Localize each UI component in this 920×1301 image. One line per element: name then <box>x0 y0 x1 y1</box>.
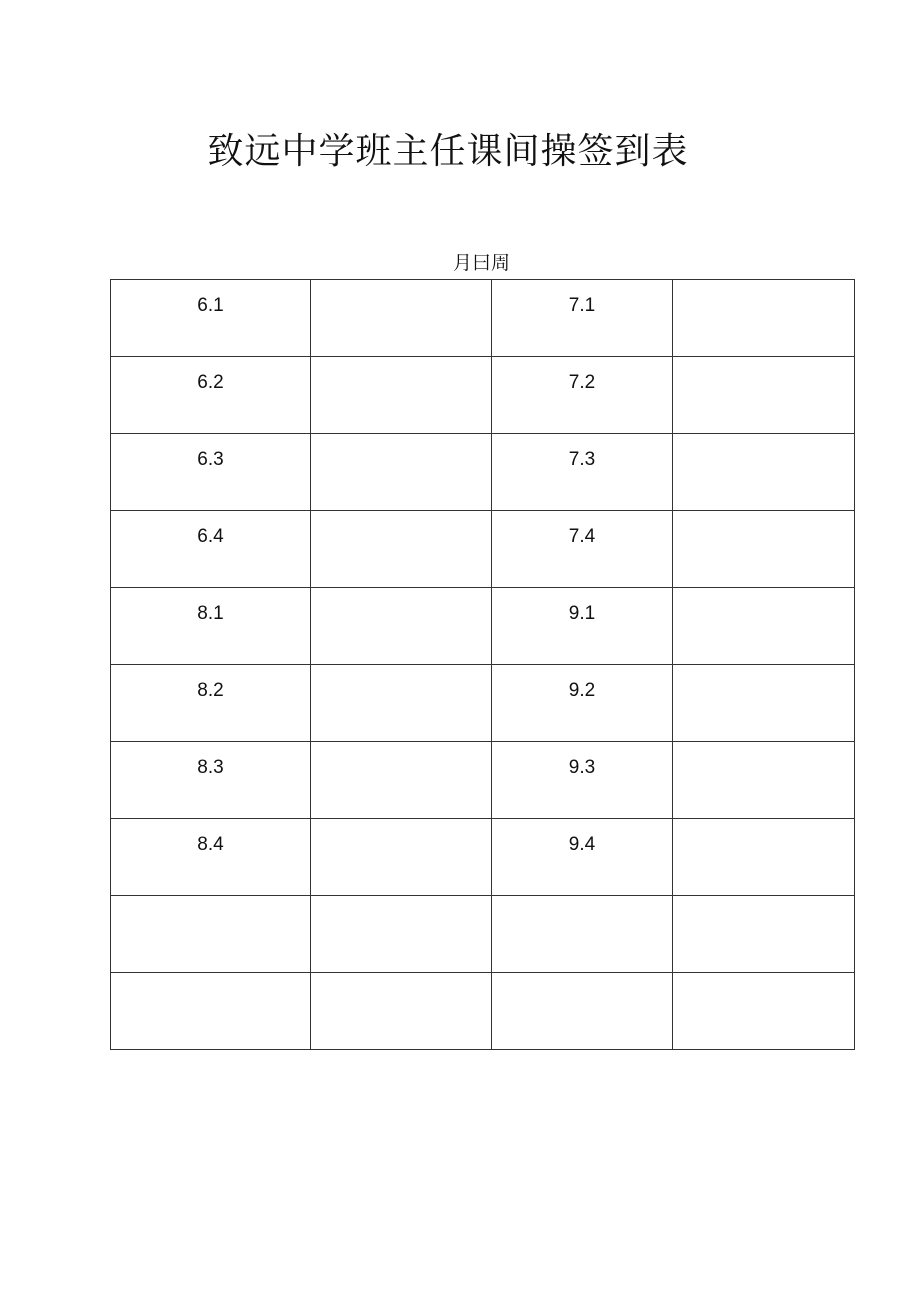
table-row <box>111 434 855 511</box>
signature-cell[interactable] <box>673 973 855 1050</box>
signature-text <box>311 896 491 911</box>
class-label: 9.1 <box>568 603 596 624</box>
signature-text <box>673 588 854 603</box>
signature-cell[interactable] <box>673 511 855 588</box>
class-cell <box>111 819 311 896</box>
signature-cell[interactable] <box>673 357 855 434</box>
class-cell <box>492 973 673 1050</box>
table-row <box>111 280 855 357</box>
class-label: 6.1 <box>197 295 224 316</box>
signature-text <box>311 588 491 603</box>
signature-text <box>673 665 854 680</box>
class-label: 9.4 <box>568 834 596 855</box>
class-cell <box>111 742 311 819</box>
signature-text <box>673 896 854 911</box>
class-cell <box>111 434 311 511</box>
table-row <box>111 357 855 434</box>
class-label: 7.4 <box>568 526 596 547</box>
signature-cell[interactable] <box>673 896 855 973</box>
signature-text <box>311 357 491 372</box>
class-cell <box>111 280 311 357</box>
class-label: 7.3 <box>568 449 596 470</box>
class-label: 9.3 <box>568 757 596 778</box>
signature-text <box>311 280 491 295</box>
table-row <box>111 665 855 742</box>
signature-cell[interactable] <box>311 819 492 896</box>
signature-text <box>311 742 491 757</box>
signature-cell[interactable] <box>311 896 492 973</box>
signature-text <box>673 819 854 834</box>
class-cell <box>492 511 673 588</box>
class-cell <box>492 434 673 511</box>
signature-text <box>673 280 854 295</box>
class-label <box>492 973 672 988</box>
class-cell <box>111 665 311 742</box>
class-cell <box>492 742 673 819</box>
table-row <box>111 588 855 665</box>
sign-in-table <box>110 279 855 1050</box>
table-row <box>111 973 855 1050</box>
signature-cell[interactable] <box>311 665 492 742</box>
class-cell <box>111 973 311 1050</box>
class-cell <box>111 357 311 434</box>
class-label <box>492 896 672 911</box>
class-cell <box>492 819 673 896</box>
class-label: 6.2 <box>197 372 224 393</box>
signature-cell[interactable] <box>673 742 855 819</box>
class-label: 8.2 <box>197 680 224 701</box>
class-label: 6.3 <box>197 449 224 470</box>
table-row <box>111 819 855 896</box>
class-label: 8.4 <box>197 834 224 855</box>
class-label <box>111 896 310 911</box>
date-line: 月曰周 <box>452 252 510 274</box>
table-row <box>111 742 855 819</box>
class-cell <box>492 896 673 973</box>
class-label: 7.2 <box>568 372 596 393</box>
signature-cell[interactable] <box>311 357 492 434</box>
signature-text <box>311 511 491 526</box>
class-cell <box>492 665 673 742</box>
class-cell <box>492 588 673 665</box>
page-title: 致远中学班主任课间操签到表 <box>207 131 689 172</box>
signature-text <box>311 665 491 680</box>
class-cell <box>111 588 311 665</box>
signature-text <box>673 434 854 449</box>
class-label: 6.4 <box>197 526 224 547</box>
signature-text <box>673 973 854 988</box>
signature-text <box>311 434 491 449</box>
signature-cell[interactable] <box>673 665 855 742</box>
class-cell <box>492 357 673 434</box>
signature-text <box>311 973 491 988</box>
signature-text <box>673 511 854 526</box>
signature-cell[interactable] <box>673 588 855 665</box>
signature-cell[interactable] <box>311 280 492 357</box>
class-cell <box>111 511 311 588</box>
signature-cell[interactable] <box>311 511 492 588</box>
class-label <box>111 973 310 988</box>
table-row <box>111 511 855 588</box>
signature-text <box>673 742 854 757</box>
signature-cell[interactable] <box>673 819 855 896</box>
signature-cell[interactable] <box>311 973 492 1050</box>
signature-text <box>311 819 491 834</box>
class-cell <box>111 896 311 973</box>
class-cell <box>492 280 673 357</box>
table-body <box>111 280 855 1050</box>
class-label: 8.1 <box>197 603 224 624</box>
class-label: 7.1 <box>568 295 596 316</box>
signature-cell[interactable] <box>311 588 492 665</box>
signature-text <box>673 357 854 372</box>
signature-cell[interactable] <box>673 280 855 357</box>
signature-cell[interactable] <box>673 434 855 511</box>
signature-cell[interactable] <box>311 742 492 819</box>
signature-cell[interactable] <box>311 434 492 511</box>
table-row <box>111 896 855 973</box>
class-label: 9.2 <box>568 680 596 701</box>
class-label: 8.3 <box>197 757 224 778</box>
